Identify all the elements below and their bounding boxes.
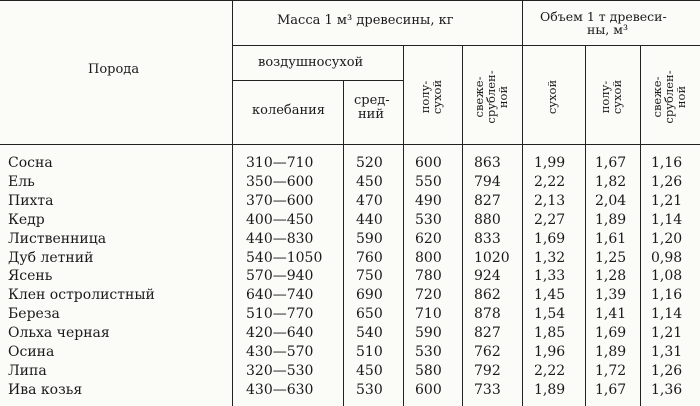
- cell-average: 470: [356, 192, 383, 209]
- rule-under-group-headers: [232, 45, 700, 46]
- cell-half-dry: 530: [415, 344, 442, 360]
- cell-half-dry-volume: 1,39: [595, 287, 627, 304]
- cell-average: 590: [356, 230, 383, 247]
- cell-dry-volume: 1,32: [534, 249, 566, 266]
- header-half-dry: полу- сухой: [418, 79, 444, 115]
- cell-average: 760: [356, 249, 383, 266]
- species-name: Береза: [8, 306, 60, 323]
- cell-half-dry: 600: [415, 381, 442, 398]
- cell-fresh-cut: 863: [474, 155, 501, 171]
- cell-fresh-cut: 733: [474, 381, 501, 398]
- species-name: Ясень: [8, 268, 53, 285]
- header-air-dry: воздушносухой: [258, 55, 364, 70]
- cell-half-dry-volume: 1,67: [595, 381, 627, 398]
- table-row: [0, 155, 700, 173]
- cell-half-dry-volume: 1,41: [595, 306, 627, 323]
- cell-fresh-cut-volume: 1,16: [651, 155, 683, 171]
- cell-average: 450: [356, 173, 383, 190]
- table-body: [0, 155, 700, 406]
- species-name: Липа: [8, 362, 47, 379]
- cell-half-dry: 800: [415, 249, 442, 266]
- cell-fresh-cut-volume: 0,98: [651, 249, 683, 266]
- cell-fresh-cut: 792: [474, 362, 501, 379]
- table-row: [0, 287, 700, 305]
- cell-fresh-cut: 878: [474, 306, 501, 323]
- cell-half-dry-volume: 1,82: [595, 173, 627, 190]
- cell-half-dry: 590: [415, 325, 442, 342]
- species-name: Клен остролистный: [8, 287, 155, 304]
- cell-average: 530: [356, 381, 383, 398]
- cell-range: 310—710: [246, 155, 314, 171]
- cell-fresh-cut-volume: 1,21: [651, 192, 683, 209]
- cell-dry-volume: 1,45: [534, 287, 566, 304]
- cell-half-dry: 620: [415, 230, 442, 247]
- cell-half-dry-volume: 1,25: [595, 249, 627, 266]
- cell-range: 420—640: [246, 325, 314, 342]
- cell-fresh-cut-volume: 1,26: [651, 173, 683, 190]
- cell-range: 430—570: [246, 344, 314, 360]
- cell-fresh-cut: 762: [474, 344, 501, 360]
- cell-average: 510: [356, 344, 383, 360]
- table-row: [0, 250, 700, 268]
- cell-dry-volume: 1,85: [534, 325, 566, 342]
- cell-fresh-cut-volume: 1,20: [651, 230, 683, 247]
- species-name: Лиственница: [8, 230, 107, 247]
- cell-half-dry-volume: 1,28: [595, 268, 627, 285]
- table-row: [0, 325, 700, 343]
- cell-average: 750: [356, 268, 383, 285]
- species-name: Сосна: [8, 155, 53, 171]
- cell-half-dry: 550: [415, 173, 442, 190]
- cell-half-dry-volume: 1,61: [595, 230, 627, 247]
- cell-half-dry-volume: 2,04: [595, 192, 627, 209]
- header-fresh-cut: свеже- срублен- ной: [472, 70, 510, 124]
- cell-average: 440: [356, 211, 383, 228]
- species-name: Ель: [8, 173, 35, 190]
- cell-fresh-cut: 1020: [474, 249, 510, 266]
- cell-half-dry: 780: [415, 268, 442, 285]
- cell-half-dry: 580: [415, 362, 442, 379]
- cell-range: 570—940: [246, 268, 314, 285]
- species-name: Дуб летний: [8, 249, 94, 266]
- table-row: [0, 231, 700, 249]
- header-avg-2: ний: [358, 107, 384, 122]
- species-name: Ольха черная: [8, 325, 110, 342]
- cell-dry-volume: 1,99: [534, 155, 566, 171]
- header-fresh-cut-volume: свеже- срублен- ной: [650, 70, 688, 124]
- cell-fresh-cut-volume: 1,36: [651, 381, 683, 398]
- species-name: Пихта: [8, 192, 54, 209]
- cell-range: 350—600: [246, 173, 314, 190]
- table-row: [0, 344, 700, 362]
- species-name: Ива козья: [8, 381, 83, 398]
- table-row: [0, 193, 700, 211]
- cell-half-dry: 530: [415, 211, 442, 228]
- species-name: Осина: [8, 344, 55, 360]
- cell-fresh-cut-volume: 1,21: [651, 325, 683, 342]
- cell-range: 430—630: [246, 381, 314, 398]
- rule-under-air-dry: [232, 80, 404, 81]
- cell-average: 540: [356, 325, 383, 342]
- cell-half-dry: 710: [415, 306, 442, 323]
- cell-average: 650: [356, 306, 383, 323]
- cell-half-dry-volume: 1,69: [595, 325, 627, 342]
- header-volume-group-2: ны, м³: [587, 22, 628, 37]
- cell-range: 400—450: [246, 211, 314, 228]
- table-row: [0, 212, 700, 230]
- cell-fresh-cut-volume: 1,14: [651, 306, 683, 323]
- cell-half-dry-volume: 1,72: [595, 362, 627, 379]
- cell-fresh-cut: 880: [474, 211, 501, 228]
- header-dry: сухой: [545, 79, 559, 115]
- table-row: [0, 306, 700, 324]
- cell-dry-volume: 1,96: [534, 344, 566, 360]
- cell-fresh-cut-volume: 1,14: [651, 211, 683, 228]
- cell-range: 440—830: [246, 230, 314, 247]
- cell-dry-volume: 1,69: [534, 230, 566, 247]
- header-avg-1: сред-: [354, 93, 390, 108]
- cell-dry-volume: 2,27: [534, 211, 566, 228]
- cell-fresh-cut-volume: 1,16: [651, 287, 683, 304]
- table-row: [0, 268, 700, 286]
- table-row: [0, 174, 700, 192]
- cell-fresh-cut-volume: 1,08: [651, 268, 683, 285]
- cell-fresh-cut: 827: [474, 325, 501, 342]
- cell-fresh-cut: 827: [474, 192, 501, 209]
- table-row: [0, 382, 700, 400]
- cell-dry-volume: 1,89: [534, 381, 566, 398]
- table-row: [0, 363, 700, 381]
- cell-half-dry-volume: 1,89: [595, 211, 627, 228]
- header-poroda: Порода: [88, 62, 140, 77]
- cell-range: 370—600: [246, 192, 314, 209]
- cell-average: 520: [356, 155, 383, 171]
- cell-average: 690: [356, 287, 383, 304]
- cell-half-dry: 490: [415, 192, 442, 209]
- cell-dry-volume: 2,13: [534, 192, 566, 209]
- header-half-dry-volume: полу- сухой: [598, 79, 624, 115]
- cell-dry-volume: 1,33: [534, 268, 566, 285]
- header-range: колебания: [252, 103, 326, 118]
- header-mass-group: Масса 1 м³ древесины, кг: [277, 13, 454, 28]
- cell-fresh-cut: 862: [474, 287, 501, 304]
- cell-range: 510—770: [246, 306, 314, 323]
- cell-half-dry-volume: 1,89: [595, 344, 627, 360]
- cell-dry-volume: 1,54: [534, 306, 566, 323]
- cell-fresh-cut: 794: [474, 173, 501, 190]
- cell-fresh-cut-volume: 1,31: [651, 344, 683, 360]
- cell-range: 320—530: [246, 362, 314, 379]
- cell-fresh-cut: 924: [474, 268, 501, 285]
- cell-half-dry-volume: 1,67: [595, 155, 627, 171]
- cell-average: 450: [356, 362, 383, 379]
- cell-range: 540—1050: [246, 249, 323, 266]
- cell-fresh-cut-volume: 1,26: [651, 362, 683, 379]
- rule-top: [0, 0, 700, 1]
- cell-dry-volume: 2,22: [534, 173, 566, 190]
- cell-fresh-cut: 833: [474, 230, 501, 247]
- cell-dry-volume: 2,22: [534, 362, 566, 379]
- cell-half-dry: 600: [415, 155, 442, 171]
- species-name: Кедр: [8, 211, 45, 228]
- rule-header-bottom: [0, 144, 700, 145]
- header-volume-group-1: Объем 1 т древеси-: [540, 9, 667, 24]
- cell-half-dry: 720: [415, 287, 442, 304]
- cell-range: 640—740: [246, 287, 314, 304]
